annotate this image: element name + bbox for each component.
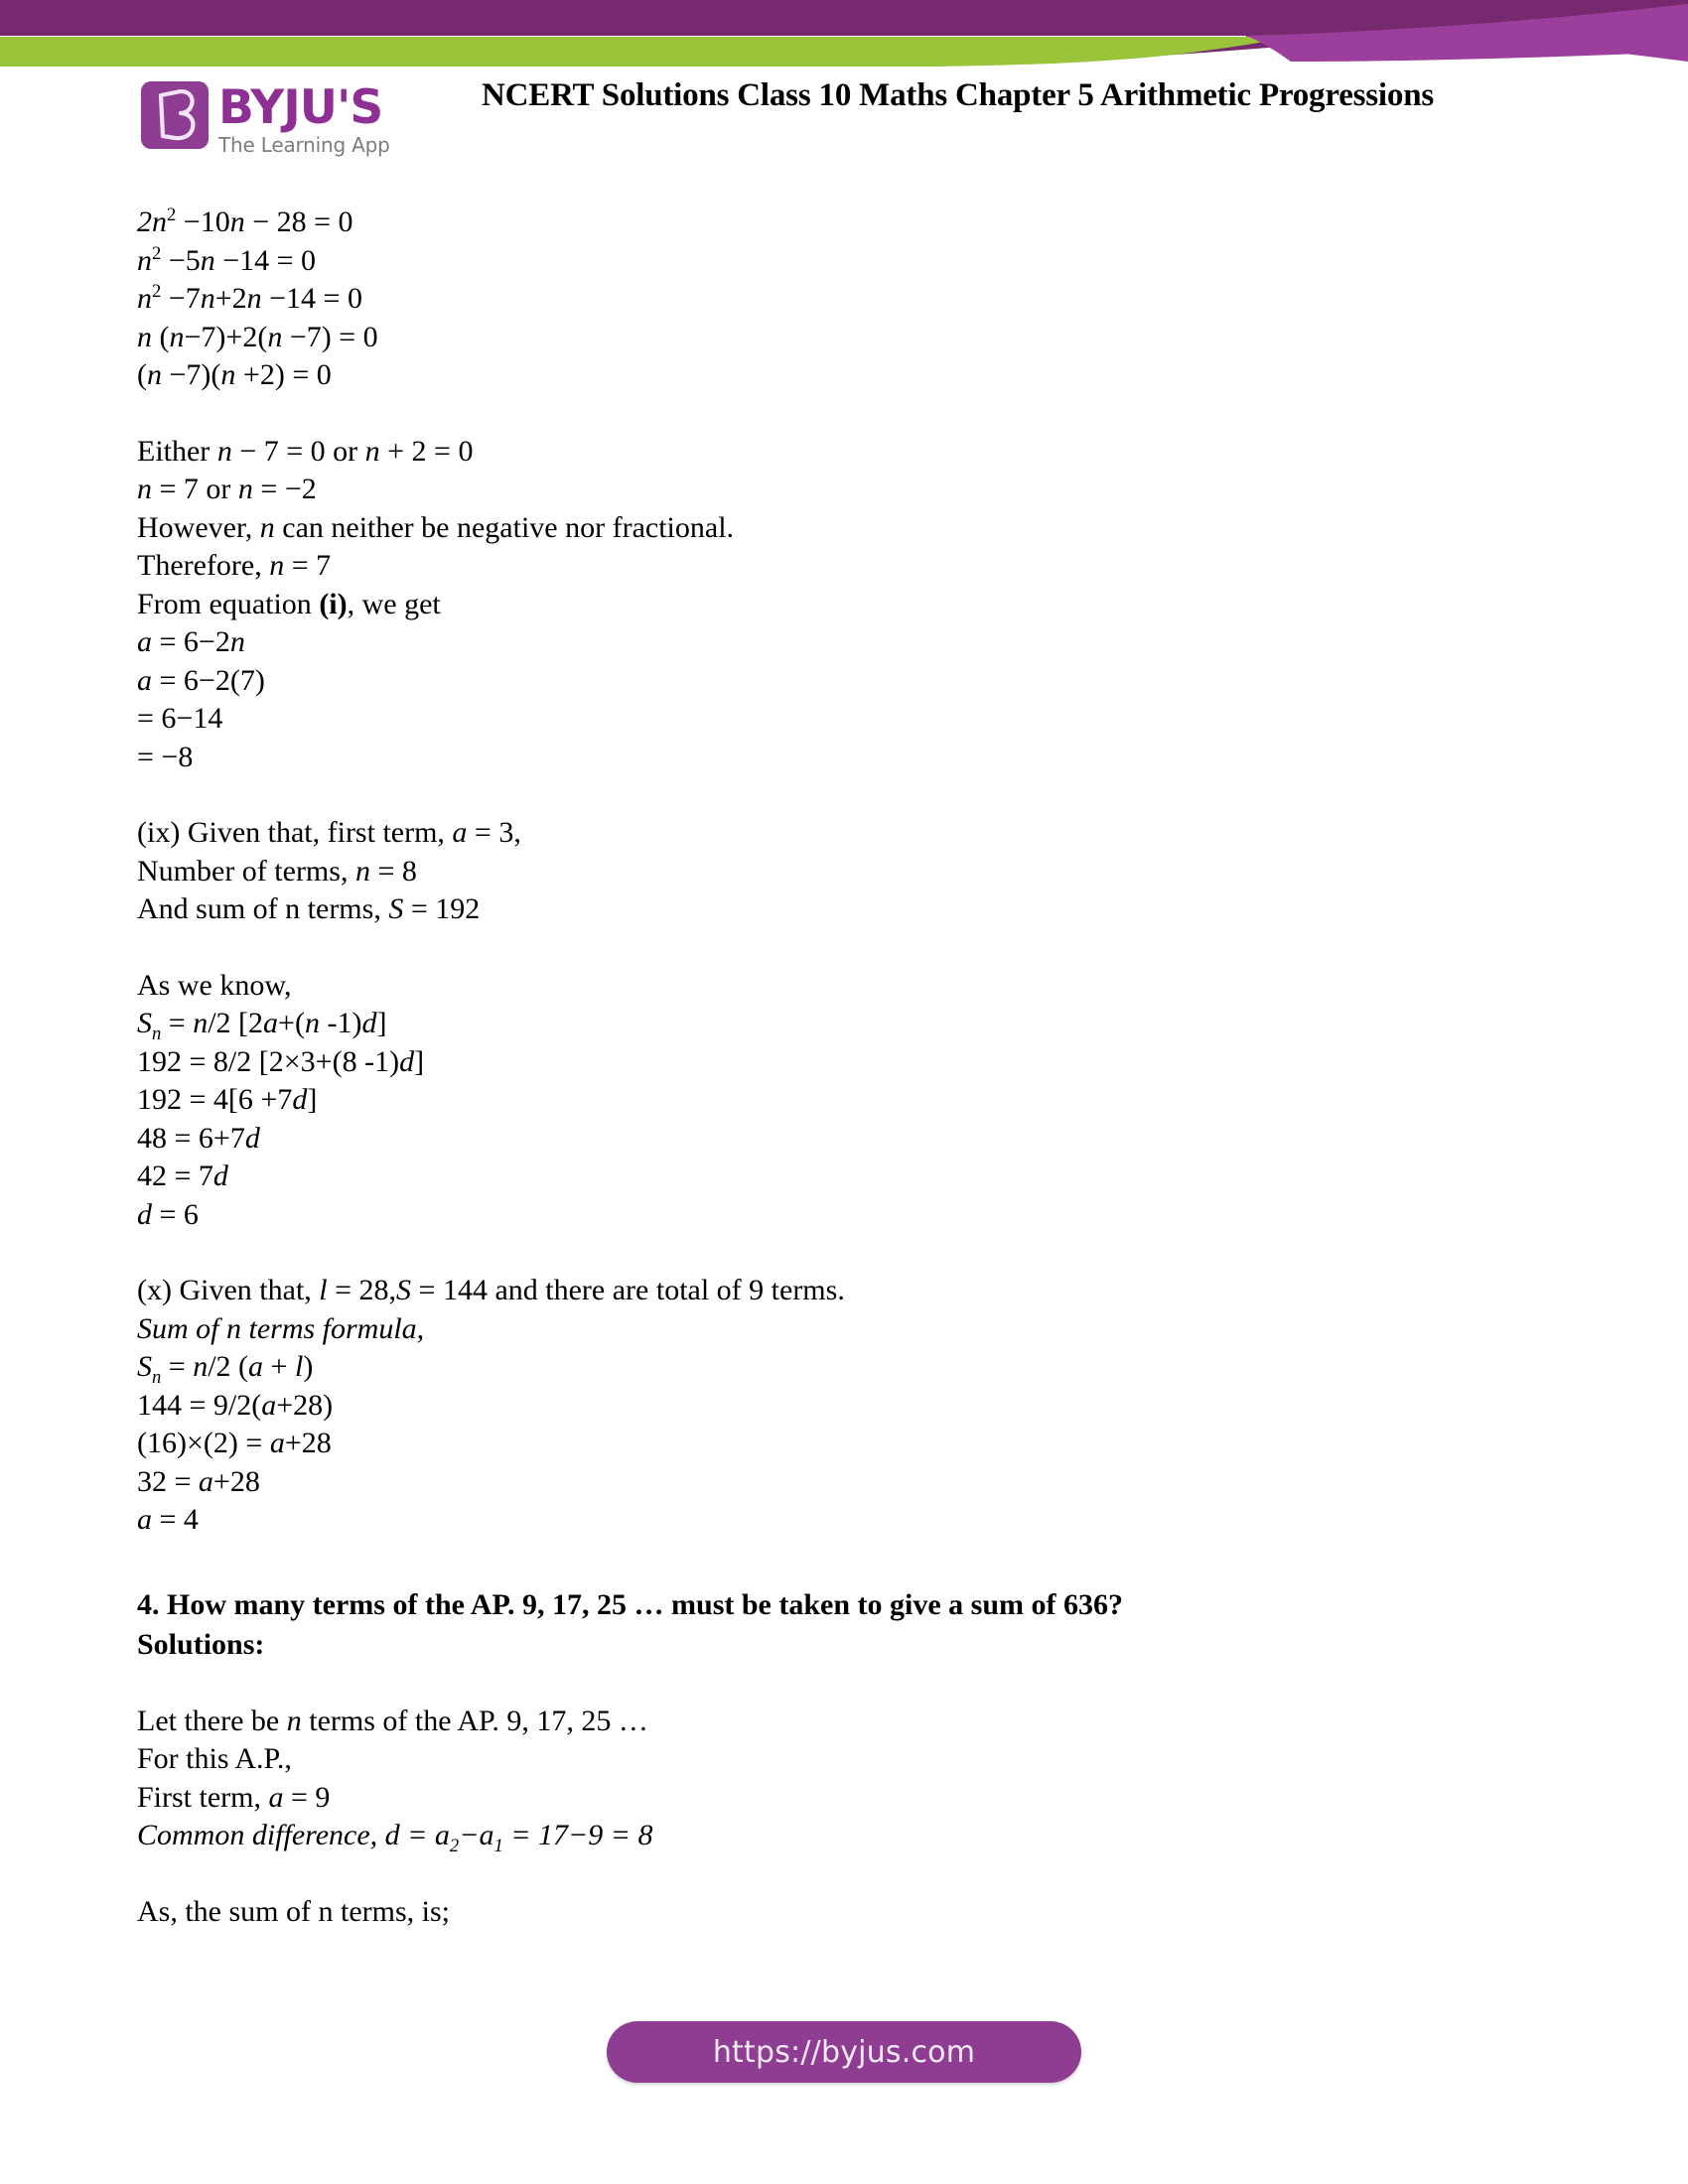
part-x-working xyxy=(137,1272,1547,1540)
equation-line: (n −7)(n +2) = 0 xyxy=(137,358,332,391)
equation-line: 192 = 4[6 +7d] xyxy=(137,1083,318,1116)
solution-line: = 6−14 xyxy=(137,702,223,735)
solution-line: Sum of n terms formula, xyxy=(137,1311,425,1345)
solution-line: However, n can neither be negative nor fractional. xyxy=(137,510,735,544)
document-body xyxy=(137,204,1547,1931)
equation-line: n (n−7)+2(n −7) = 0 xyxy=(137,320,378,353)
page-title: NCERT Solutions Class 10 Maths Chapter 5 Arithmetic Progressions xyxy=(482,77,1434,113)
solution-line: Common difference, $d = a_2-a_1 = 17-9 = 8$ xyxy=(137,1819,653,1856)
solution-line: As, the sum of n terms, is; xyxy=(137,1894,450,1928)
logo-wordmark: BYJU'S xyxy=(218,80,383,135)
equation-line: d = 6 xyxy=(137,1197,199,1231)
equation-line: $n^2 -7n+2n -14 = 0$ xyxy=(137,281,362,315)
logo-tagline: The Learning App xyxy=(218,133,390,157)
equation-line: $S_n = n/2$ [2a+(n -1)d] xyxy=(137,1007,387,1044)
equation-line: $n^2 -5n -14 = 0$ xyxy=(137,242,317,277)
question-4-setup xyxy=(137,1703,1547,1855)
equation-line: (16)×(2) = a+28 xyxy=(137,1427,332,1459)
solution-line: For this A.P., xyxy=(137,1742,292,1775)
solution-line: Therefore, n = 7 xyxy=(137,549,332,582)
solution-line: a = 6−2(7) xyxy=(137,663,265,697)
question-4 xyxy=(137,1585,1547,1665)
byjus-logo xyxy=(141,81,439,181)
solution-line: From equation (i), we get xyxy=(137,587,441,620)
byjus-b-logo-icon xyxy=(141,81,209,149)
equation-line: 192 = 8/2 [2×3+(8 -1)d] xyxy=(137,1044,425,1078)
equation-line: 144 = 9/2(a+28) xyxy=(137,1388,334,1422)
part-ix-given xyxy=(137,814,1547,929)
solution-line: (x) Given that, l = 28,S = 144 and there are total of 9 terms. xyxy=(137,1274,845,1306)
solution-line: Either n − 7 = 0 or n + 2 = 0 xyxy=(137,434,474,468)
equation-block-1 xyxy=(137,204,1547,395)
byjus-url-button[interactable] xyxy=(607,2021,1081,2083)
equation-line: 42 = 7d xyxy=(137,1160,228,1192)
solution-line: Number of terms, n = 8 xyxy=(137,854,417,887)
solution-line: And sum of n terms, S = 192 xyxy=(137,892,481,925)
equation-line: a = 4 xyxy=(137,1503,199,1536)
solution-line: = −8 xyxy=(137,740,194,773)
solution-line: Let there be n terms of the AP. 9, 17, 25 … xyxy=(137,1704,648,1737)
solution-block-2 xyxy=(137,433,1547,777)
equation-line: 48 = 6+7d xyxy=(137,1121,260,1155)
equation-line: $2n^2 -10n - 28 = 0$ xyxy=(137,205,353,238)
equation-line: $S_n = n/2$ (a + l) xyxy=(137,1350,314,1388)
solution-line: n = 7 or n = −2 xyxy=(137,473,317,505)
part-ix-working xyxy=(137,967,1547,1235)
question-4-heading: 4. How many terms of the AP. 9, 17, 25 … must be taken to give a sum of 636? xyxy=(137,1587,1124,1621)
question-4-continue xyxy=(137,1893,1547,1932)
solutions-label: Solutions: xyxy=(137,1627,265,1661)
solution-line: (ix) Given that, first term, a = 3, xyxy=(137,816,521,849)
equation-line: 32 = a+28 xyxy=(137,1464,260,1498)
solution-line: First term, a = 9 xyxy=(137,1780,331,1814)
solution-line: As we know, xyxy=(137,968,292,1002)
byjus-url-label: https://byjus.com xyxy=(712,2034,976,2070)
solution-line: a = 6−2n xyxy=(137,625,245,658)
